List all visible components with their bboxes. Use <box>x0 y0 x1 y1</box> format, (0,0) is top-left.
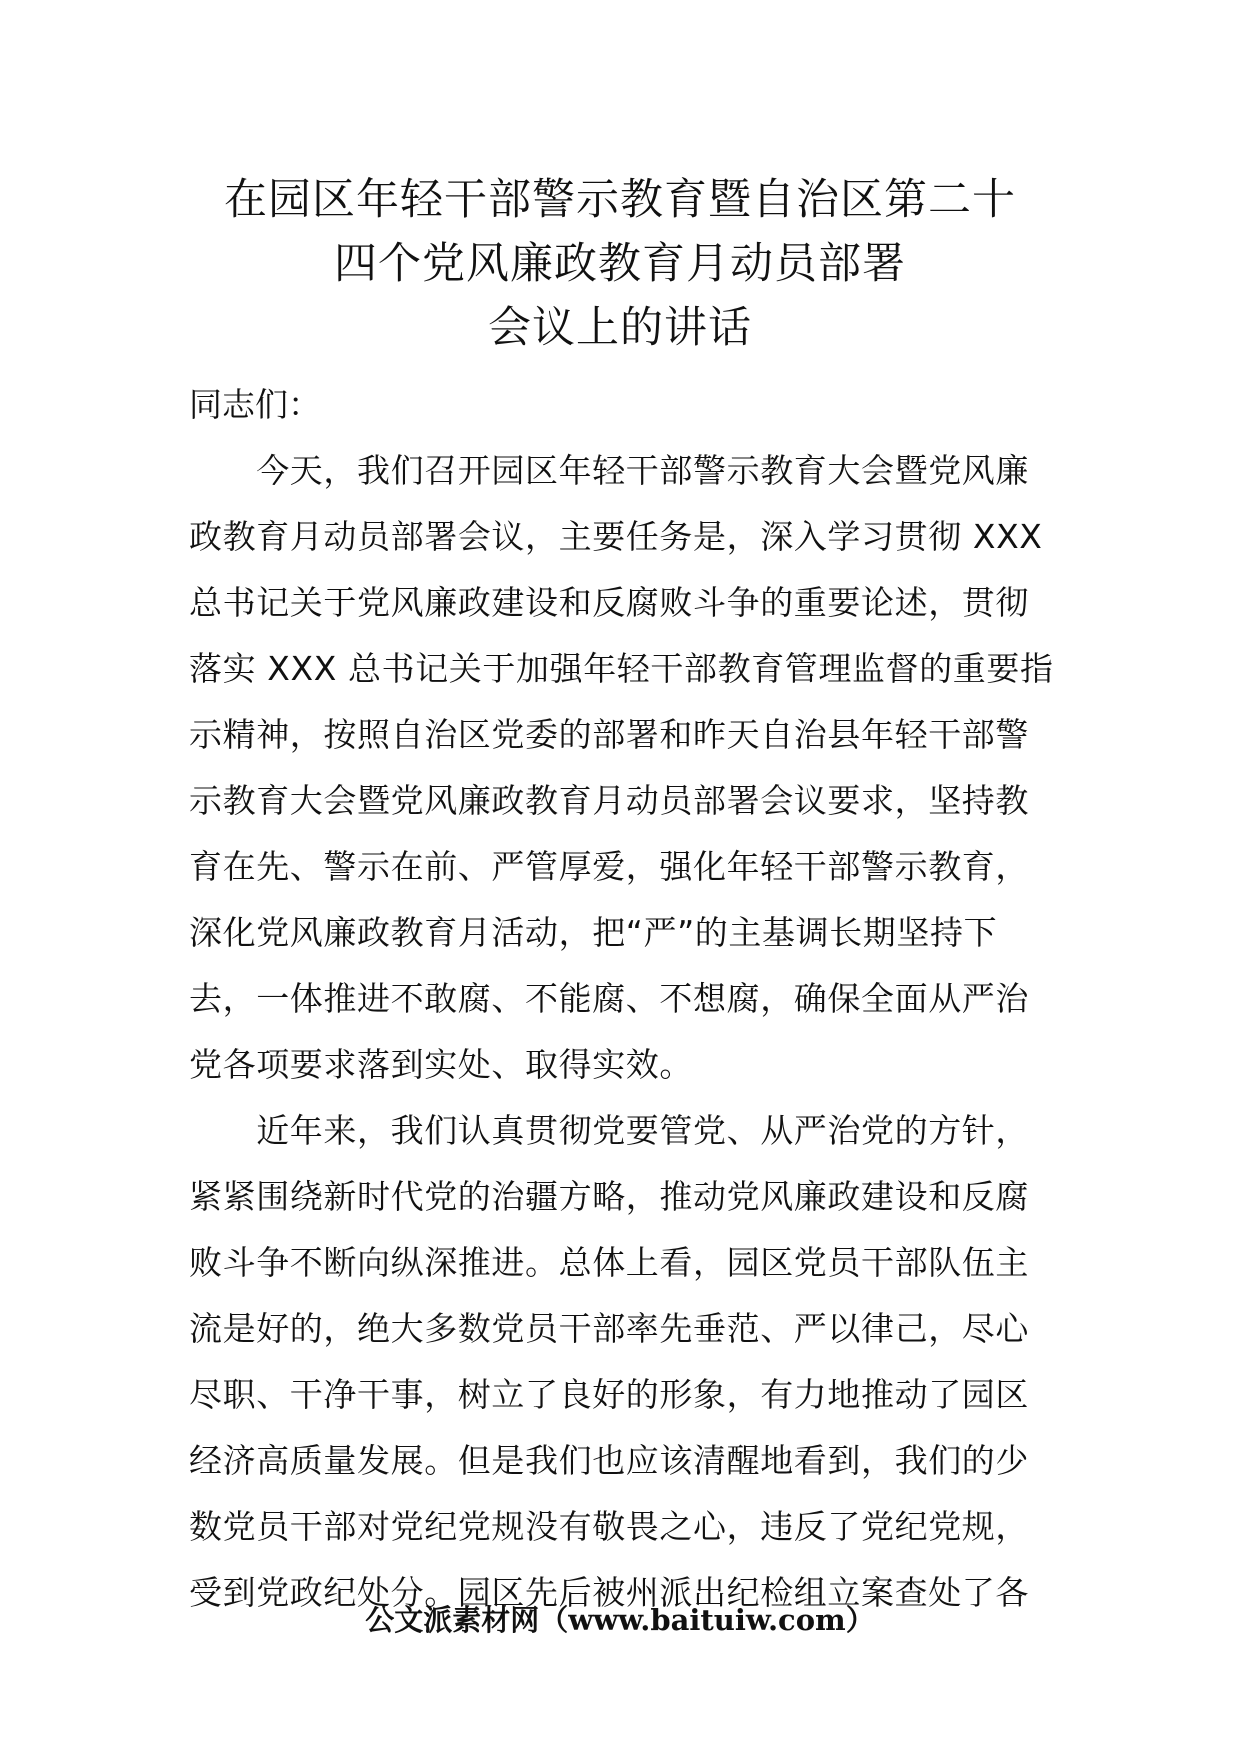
paragraph-line: 示教育大会暨党风廉政教育月动员部署会议要求，坚持教 <box>189 781 1029 820</box>
salutation: 同志们： <box>189 385 321 424</box>
footer-watermark: 公文派素材网（www.baituiw.com） <box>365 1603 875 1637</box>
paragraph-line: 受到党政纪处分。园区先后被州派出纪检组立案查处了各 <box>189 1573 1029 1612</box>
paragraph-line: 党各项要求落到实处、取得实效。 <box>189 1045 693 1084</box>
paragraph-2 <box>189 1098 1061 1626</box>
paragraph-line: 落实 XXX 总书记关于加强年轻干部教育管理监督的重要指 <box>189 649 1054 688</box>
paragraph-line: 近年来，我们认真贯彻党要管党、从严治党的方针， <box>189 1111 1029 1150</box>
paragraph-line: 去，一体推进不敢腐、不能腐、不想腐，确保全面从严治 <box>189 979 1029 1018</box>
paragraph-line: 示精神，按照自治区党委的部署和昨天自治县年轻干部警 <box>189 715 1029 754</box>
document-body <box>189 372 1061 1626</box>
title-line-1: 在园区年轻干部警示教育暨自治区第二十 <box>224 175 1016 225</box>
title-line-2: 四个党风廉政教育月动员部署 <box>334 239 906 289</box>
paragraph-1 <box>189 438 1061 1098</box>
paragraph-line: 今天，我们召开园区年轻干部警示教育大会暨党风廉 <box>189 451 1029 490</box>
document-title <box>180 168 1060 360</box>
paragraph-line: 经济高质量发展。但是我们也应该清醒地看到，我们的少 <box>189 1441 1029 1480</box>
paragraph-line: 紧紧围绕新时代党的治疆方略，推动党风廉政建设和反腐 <box>189 1177 1029 1216</box>
paragraph-line: 政教育月动员部署会议，主要任务是，深入学习贯彻 XXX <box>189 517 1043 556</box>
paragraph-line: 深化党风廉政教育月活动，把“严”的主基调长期坚持下 <box>189 913 998 952</box>
paragraph-line: 数党员干部对党纪党规没有敬畏之心，违反了党纪党规， <box>189 1507 1029 1546</box>
paragraph-line: 总书记关于党风廉政建设和反腐败斗争的重要论述，贯彻 <box>189 583 1029 622</box>
paragraph-line: 育在先、警示在前、严管厚爱，强化年轻干部警示教育， <box>189 847 1029 886</box>
paragraph-line: 败斗争不断向纵深推进。总体上看，园区党员干部队伍主 <box>189 1243 1029 1282</box>
paragraph-line: 流是好的，绝大多数党员干部率先垂范、严以律己，尽心 <box>189 1309 1029 1348</box>
title-line-3: 会议上的讲话 <box>488 303 752 353</box>
paragraph-line: 尽职、干净干事，树立了良好的形象，有力地推动了园区 <box>189 1375 1029 1414</box>
